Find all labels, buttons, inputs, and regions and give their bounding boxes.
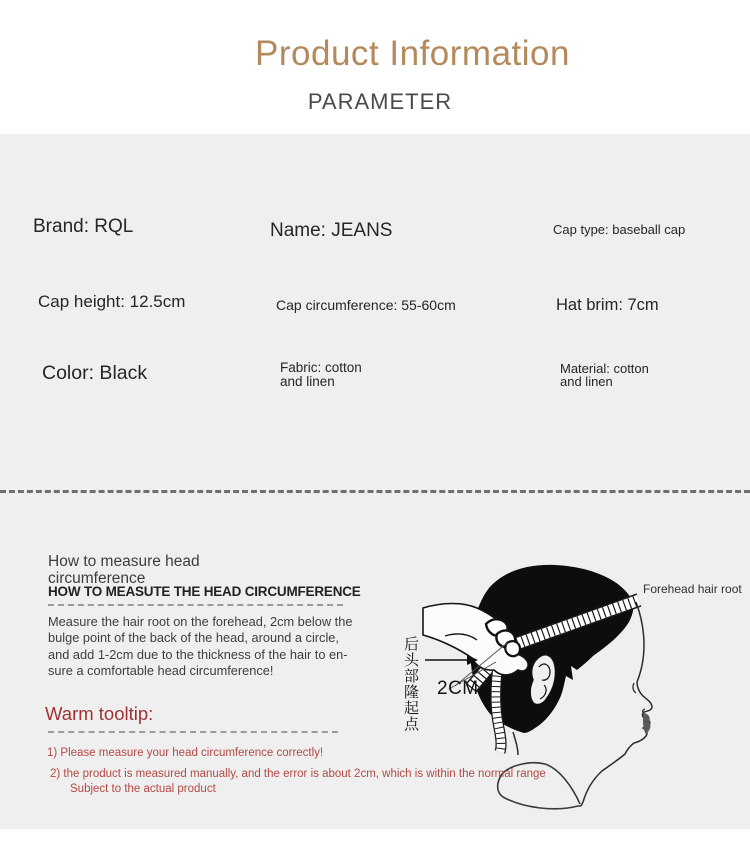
param-material: Material: cotton and linen xyxy=(560,361,649,389)
dashed-underline-2 xyxy=(48,731,338,733)
warm-tooltip-heading: Warm tooltip: xyxy=(45,703,154,724)
param-color: Color: Black xyxy=(42,362,148,384)
head-measurement-illustration xyxy=(385,540,750,835)
tooltip-note-3: Subject to the actual product xyxy=(70,783,216,795)
tooltip-note-2: 2) the product is measured manually, and the error is about 2cm, which is within the normal range xyxy=(50,768,546,780)
page-title: Product Information xyxy=(255,34,570,73)
lips-shading xyxy=(643,713,650,734)
param-name: Name: JEANS xyxy=(270,220,393,241)
measure-title: How to measure head circumference xyxy=(48,553,200,588)
tooltip-note-1: 1) Please measure your head circumference correctly! xyxy=(47,747,324,759)
parameter-heading: PARAMETER xyxy=(307,89,453,114)
param-cap-height: Cap height: 12.5cm xyxy=(38,292,186,311)
param-fabric: Fabric: cotton and linen xyxy=(280,360,362,389)
back-head-point-label: 后头部隆起点 xyxy=(402,636,419,732)
param-cap-circumference: Cap circumference: 55-60cm xyxy=(276,297,456,313)
dashed-underline xyxy=(48,604,343,606)
measure-subtitle: HOW TO MEASUTE THE HEAD CIRCUMFERENCE xyxy=(48,584,361,599)
instruction-line: sure a comfortable head circumference! xyxy=(48,663,274,679)
param-hat-brim: Hat brim: 7cm xyxy=(556,296,659,314)
forehead-hair-root-label: Forehead hair root xyxy=(643,582,742,596)
param-cap-type: Cap type: baseball cap xyxy=(553,222,686,237)
instruction-line: Measure the hair root on the forehead, 2cm below the xyxy=(48,614,353,629)
param-brand: Brand: RQL xyxy=(33,216,134,237)
tape-2cm-label: 2CM xyxy=(437,678,479,699)
back-head-arrow xyxy=(425,655,478,665)
instruction-line: and add 1-2cm due to the thickness of the hair to en- xyxy=(48,646,348,662)
instruction-line: bulge point of the back of the head, around a circle, xyxy=(48,630,339,646)
measure-instructions xyxy=(48,614,352,680)
dashed-divider xyxy=(0,490,750,493)
